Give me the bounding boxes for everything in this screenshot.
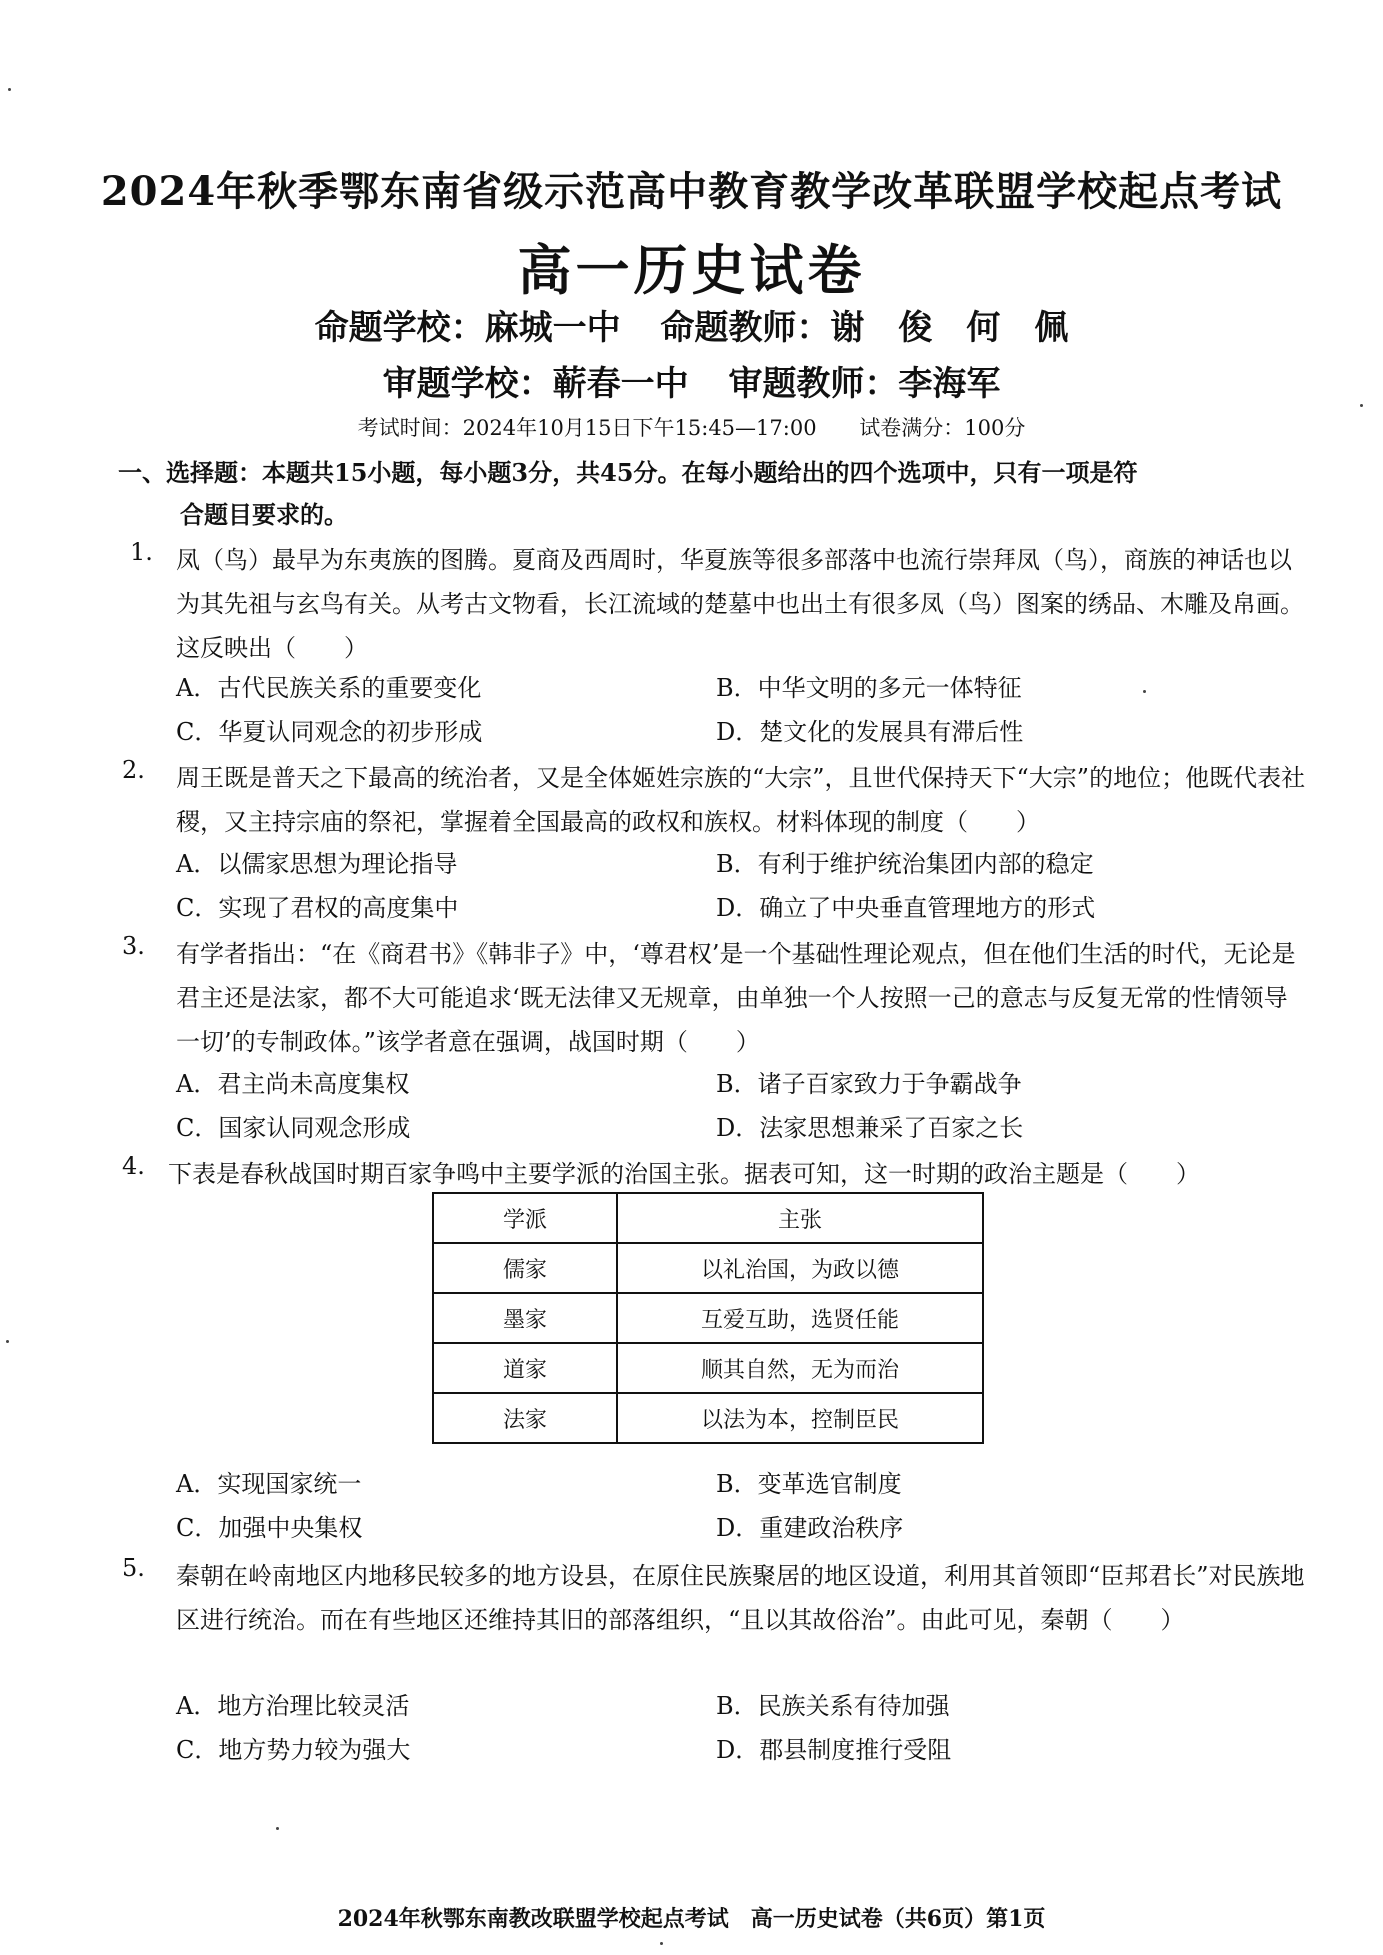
scan-speck [8,88,11,91]
table-row [433,1343,983,1393]
question-number: 1. [130,538,153,566]
scan-speck [1360,404,1363,407]
question-stem: 周王既是普天之下最高的统治者，又是全体姬姓宗族的“大宗”，且世代保持天下“大宗”的地位；他既代表社稷，又主持宗庙的祭祀，掌握着全国最高的政权和族权。材料体现的制度（ ） [176,764,1306,836]
question-number: 4. [122,1152,145,1180]
option-c[interactable]: C．实现了君权的高度集中 [176,894,459,922]
table-cell-school: 墨家 [433,1293,617,1343]
question-4-options [176,1464,1276,1552]
question-stem: 有学者指出：“在《商君书》《韩非子》中，‘尊君权’是一个基础性理论观点，但在他们生活的时代，无论是君主还是法家，都不大可能追求‘既无法律又无规章，由单独一个人按照一己的意志与反复无常的性情领导一切’的专制政体。”该学者意在强调，战国时期（ ） [176,940,1296,1056]
question-number: 5. [122,1554,145,1582]
option-d[interactable]: D．楚文化的发展具有滞后性 [716,718,1024,746]
question-3-options [176,1064,1276,1152]
full-score: 试卷满分：100分 [859,416,1026,440]
question-3 [122,932,1310,1064]
table-header-row [433,1193,983,1243]
section-line-1: 一、选择题：本题共15小题，每小题3分，共45分。在每小题给出的四个选项中，只有一项是符 [118,458,1138,487]
option-c[interactable]: C．华夏认同观念的初步形成 [176,718,483,746]
exam-subtitle: 高一历史试卷 [517,238,866,302]
option-a[interactable]: A．以儒家思想为理论指导 [176,850,458,878]
section-line-2: 合题目要求的。 [180,500,348,529]
option-c[interactable]: C．国家认同观念形成 [176,1114,411,1142]
exam-info [0,412,1383,442]
table-cell-school: 道家 [433,1343,617,1393]
school-table [432,1192,984,1444]
option-c[interactable]: C．地方势力较为强大 [176,1736,411,1764]
option-a[interactable]: A．实现国家统一 [176,1470,362,1498]
question-number: 3. [122,932,145,960]
table-header-proposal: 主张 [617,1193,983,1243]
option-d[interactable]: D．确立了中央垂直管理地方的形式 [716,894,1096,922]
option-a[interactable]: A．地方治理比较灵活 [176,1692,410,1720]
question-number: 2. [122,756,145,784]
table-row [433,1243,983,1293]
question-stem: 秦朝在岭南地区内地移民较多的地方设县，在原住民族聚居的地区设道，利用其首领即“臣邦君长”对民族地区进行统治。而在有些地区还维持其旧的部落组织，“且以其故俗治”。由此可见，秦朝（ ） [176,1562,1305,1634]
table-cell-school: 儒家 [433,1243,617,1293]
reviewer-teacher: 审题教师：李海军 [728,364,1001,404]
scan-speck [276,1827,279,1830]
reviewer-school: 审题学校：蕲春一中 [382,364,689,404]
table-row [433,1293,983,1343]
option-d[interactable]: D．法家思想兼采了百家之长 [716,1114,1024,1142]
option-a[interactable]: A．古代民族关系的重要变化 [176,674,482,702]
option-c[interactable]: C．加强中央集权 [176,1514,363,1542]
question-5-options [176,1686,1276,1774]
table-cell-proposal: 以法为本，控制臣民 [617,1393,983,1443]
scan-speck [660,1942,663,1945]
option-a[interactable]: A．君主尚未高度集权 [176,1070,410,1098]
question-stem: 下表是春秋战国时期百家争鸣中主要学派的治国主张。据表可知，这一时期的政治主题是（ ） [168,1160,1200,1188]
proposer-school: 命题学校：麻城一中 [314,308,621,348]
table-cell-proposal: 互爱互助，选贤任能 [617,1293,983,1343]
proposer-teacher: 命题教师：谢 俊 何 佩 [660,308,1069,348]
table-row [433,1393,983,1443]
option-d[interactable]: D．重建政治秩序 [716,1514,904,1542]
option-d[interactable]: D．郡县制度推行受阻 [716,1736,952,1764]
question-2 [122,756,1310,844]
table-header-school: 学派 [433,1193,617,1243]
option-b[interactable]: B．变革选官制度 [716,1470,902,1498]
question-5 [122,1554,1310,1642]
exam-time: 考试时间：2024年10月15日下午15:45—17:00 [357,416,817,440]
proposer-line [0,300,1383,349]
exam-title: 2024年秋季鄂东南省级示范高中教育教学改革联盟学校起点考试 [100,168,1283,215]
question-stem: 凤（鸟）最早为东夷族的图腾。夏商及西周时，华夏族等很多部落中也流行崇拜凤（鸟），商族的神话也以为其先祖与玄鸟有关。从考古文物看，长江流域的楚墓中也出土有很多凤（鸟）图案的绣品、木雕及帛画。这反映出（ ） [176,546,1304,662]
question-4 [122,1152,1310,1196]
option-b[interactable]: B．民族关系有待加强 [716,1692,950,1720]
question-2-options [176,844,1276,932]
question-1 [130,538,1310,670]
option-b[interactable]: B．中华文明的多元一体特征 [716,674,1022,702]
scan-speck [6,1340,9,1343]
table-cell-proposal: 顺其自然，无为而治 [617,1343,983,1393]
scan-speck [1143,690,1146,693]
page-footer: 2024年秋鄂东南教改联盟学校起点考试 高一历史试卷（共6页）第1页 [337,1906,1046,1932]
option-b[interactable]: B．有利于维护统治集团内部的稳定 [716,850,1094,878]
table-cell-school: 法家 [433,1393,617,1443]
option-b[interactable]: B．诸子百家致力于争霸战争 [716,1070,1022,1098]
section-heading [118,452,1308,536]
table-cell-proposal: 以礼治国，为政以德 [617,1243,983,1293]
reviewer-line [0,356,1383,405]
question-1-options [176,668,1276,756]
